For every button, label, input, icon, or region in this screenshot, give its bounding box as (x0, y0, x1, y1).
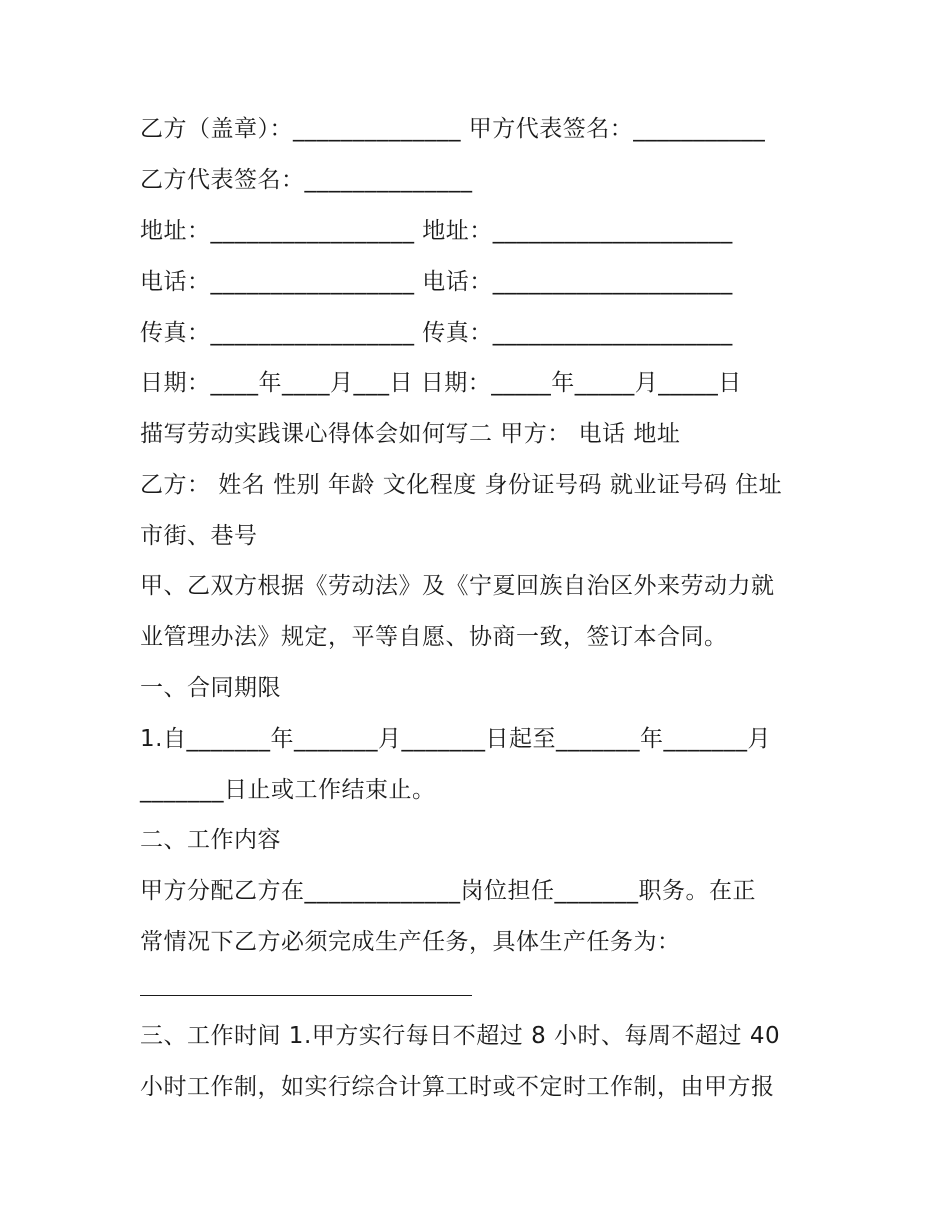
doc-line: 甲、乙双方根据《劳动法》及《宁夏回族自治区外来劳动力就 (140, 573, 775, 599)
doc-line: 小时工作制，如实行综合计算工时或不定时工作制，由甲方报 (140, 1074, 775, 1100)
section-heading: 二、工作内容 (140, 827, 281, 853)
doc-line: 常情况下乙方必须完成生产任务，具体生产任务为： (140, 929, 681, 955)
doc-line: 电话：_________________ 电话：____________________ (140, 269, 733, 295)
section-heading: 一、合同期限 (140, 675, 281, 701)
doc-line: 描写劳动实践课心得体会如何写二 甲方： 电话 地址 (140, 421, 681, 447)
doc-line: 日期：____年____月___日 日期：_____年_____月_____日 (140, 370, 742, 396)
doc-line: 地址：_________________ 地址：____________________ (140, 218, 733, 244)
doc-line: 市街、巷号 (140, 523, 258, 549)
doc-line: 乙方： 姓名 性别 年龄 文化程度 身份证号码 就业证号码 住址 (140, 472, 783, 498)
doc-line: 乙方（盖章）：______________ 甲方代表签名：___________ (140, 116, 766, 142)
doc-line: 业管理办法》规定，平等自愿、协商一致，签订本合同。 (140, 624, 728, 650)
section-heading: 三、工作时间 1.甲方实行每日不超过 8 小时、每周不超过 40 (140, 1023, 781, 1049)
doc-line: 1.自_______年_______月_______日起至_______年_______月 (140, 726, 771, 752)
doc-line: _______日止或工作结束止。 (140, 777, 436, 803)
doc-line: 传真：_________________ 传真：____________________ (140, 320, 733, 346)
blank-fill-line (140, 995, 472, 996)
doc-line: 乙方代表签名：______________ (140, 167, 473, 193)
doc-line: 甲方分配乙方在_____________岗位担任_______职务。在正 (140, 878, 756, 904)
